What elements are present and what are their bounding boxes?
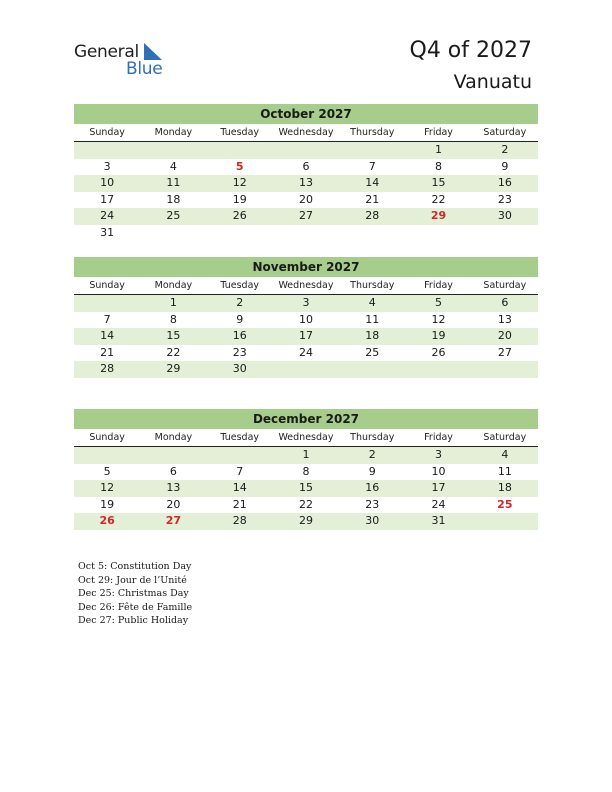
day-cell: 19 <box>232 192 247 206</box>
day-cell: 18 <box>365 329 380 342</box>
day-cell: 8 <box>169 312 177 326</box>
day-cell: 27 <box>298 209 313 222</box>
day-cell <box>74 295 140 312</box>
day-cell: 1 <box>435 143 443 156</box>
day-cell: 22 <box>166 345 181 359</box>
day-cell: 26 <box>431 345 446 359</box>
day-cell: 6 <box>501 296 509 309</box>
day-cell: 30 <box>365 514 380 527</box>
weekday-label: Wednesday <box>278 432 334 443</box>
day-cell: 30 <box>232 362 247 375</box>
day-cell: 18 <box>497 481 512 494</box>
day-cell: 21 <box>232 497 247 511</box>
day-cell: 27 <box>497 345 512 359</box>
day-cell: 16 <box>365 481 380 494</box>
week-row <box>74 142 538 159</box>
holiday-date: 29 <box>430 209 447 222</box>
day-cell: 4 <box>368 296 376 309</box>
day-cell: 18 <box>166 192 181 206</box>
holiday-note: Dec 25: Christmas Day <box>78 588 189 600</box>
logo-blue-text: Blue <box>126 59 163 79</box>
day-cell: 5 <box>103 464 111 478</box>
day-cell: 10 <box>100 176 115 189</box>
day-cell: 17 <box>431 481 446 494</box>
day-cell: 25 <box>166 209 181 222</box>
weekday-label: Friday <box>424 127 453 138</box>
weekday-header-row <box>74 429 538 447</box>
day-cell: 8 <box>302 464 310 478</box>
week-row <box>74 192 538 209</box>
holiday-date: 5 <box>235 159 244 173</box>
holiday-date: 27 <box>165 514 182 527</box>
day-cell <box>339 225 405 242</box>
day-cell: 20 <box>166 497 181 511</box>
weekday-label: Tuesday <box>220 280 260 291</box>
day-cell <box>207 447 273 464</box>
day-cell <box>207 142 273 159</box>
day-cell: 16 <box>497 176 512 189</box>
day-cell <box>74 447 140 464</box>
day-cell: 7 <box>103 312 111 326</box>
day-cell <box>339 361 405 378</box>
day-cell: 4 <box>169 159 177 173</box>
week-row <box>74 328 538 345</box>
month-calendar <box>74 409 538 530</box>
week-row <box>74 208 538 225</box>
weekday-label: Thursday <box>350 432 395 443</box>
weekday-label: Monday <box>154 280 193 291</box>
day-cell: 17 <box>100 192 115 206</box>
day-cell: 20 <box>497 329 512 342</box>
weekday-label: Monday <box>154 127 193 138</box>
day-cell: 9 <box>368 464 376 478</box>
holiday-notes <box>78 560 192 628</box>
day-cell: 1 <box>302 448 310 461</box>
day-cell: 11 <box>497 464 512 478</box>
day-cell: 2 <box>236 296 244 309</box>
day-cell: 2 <box>501 143 509 156</box>
day-cell: 28 <box>100 362 115 375</box>
day-cell: 13 <box>497 312 512 326</box>
weekday-label: Wednesday <box>278 127 334 138</box>
day-cell: 10 <box>298 312 313 326</box>
day-cell: 19 <box>431 329 446 342</box>
day-cell: 23 <box>497 192 512 206</box>
week-row <box>74 225 538 242</box>
week-row <box>74 175 538 192</box>
day-cell: 28 <box>232 514 247 527</box>
weekday-header-row <box>74 124 538 142</box>
day-cell: 12 <box>100 481 115 494</box>
holiday-note: Oct 29: Jour de l’Unité <box>78 574 187 586</box>
day-cell: 9 <box>236 312 244 326</box>
day-cell: 6 <box>169 464 177 478</box>
weekday-label: Tuesday <box>220 432 260 443</box>
week-row <box>74 497 538 514</box>
week-row <box>74 361 538 378</box>
weekday-label: Monday <box>154 432 193 443</box>
week-row <box>74 513 538 530</box>
logo-triangle-icon <box>142 43 162 60</box>
day-cell: 25 <box>365 345 380 359</box>
week-row <box>74 159 538 176</box>
page-title: Q4 of 2027 <box>409 38 532 63</box>
month-calendar <box>74 104 538 241</box>
generalblue-logo <box>74 42 174 78</box>
day-cell <box>472 225 538 242</box>
day-cell: 24 <box>100 209 115 222</box>
day-cell: 31 <box>431 514 446 527</box>
day-cell: 19 <box>100 497 115 511</box>
weekday-header-row <box>74 277 538 295</box>
holiday-note: Dec 27: Public Holiday <box>78 615 189 627</box>
country-name: Vanuatu <box>453 71 532 93</box>
weekday-label: Saturday <box>483 280 527 291</box>
day-cell <box>140 225 206 242</box>
holiday-note: Oct 5: Constitution Day <box>78 561 192 572</box>
day-cell: 17 <box>298 329 313 342</box>
day-cell: 7 <box>236 464 244 478</box>
day-cell: 13 <box>298 176 313 189</box>
day-cell: 15 <box>166 329 181 342</box>
weekday-label: Friday <box>424 280 453 291</box>
day-cell: 30 <box>497 209 512 222</box>
day-cell: 15 <box>431 176 446 189</box>
day-cell: 24 <box>431 497 446 511</box>
weekday-label: Sunday <box>89 280 125 291</box>
weekday-label: Tuesday <box>220 127 260 138</box>
day-cell: 12 <box>431 312 446 326</box>
month-title: October 2027 <box>74 104 538 124</box>
day-cell: 28 <box>365 209 380 222</box>
weekday-label: Thursday <box>350 280 395 291</box>
day-cell <box>140 142 206 159</box>
week-row <box>74 464 538 481</box>
day-cell: 23 <box>365 497 380 511</box>
weekday-label: Thursday <box>350 127 395 138</box>
day-cell <box>273 361 339 378</box>
week-row <box>74 345 538 362</box>
day-cell: 12 <box>232 176 247 189</box>
day-cell: 26 <box>232 209 247 222</box>
week-row <box>74 312 538 329</box>
day-cell: 13 <box>166 481 181 494</box>
day-cell: 14 <box>232 481 247 494</box>
month-title: November 2027 <box>74 257 538 277</box>
month-calendar <box>74 257 538 378</box>
day-cell <box>273 225 339 242</box>
weekday-label: Saturday <box>483 127 527 138</box>
week-row <box>74 295 538 312</box>
day-cell: 14 <box>100 329 115 342</box>
week-row <box>74 447 538 464</box>
day-cell: 9 <box>501 159 509 173</box>
day-cell: 10 <box>431 464 446 478</box>
day-cell: 3 <box>302 296 310 309</box>
weekday-label: Sunday <box>89 127 125 138</box>
month-title: December 2027 <box>74 409 538 429</box>
week-row <box>74 480 538 497</box>
day-cell <box>472 361 538 378</box>
day-cell: 7 <box>368 159 376 173</box>
weekday-label: Wednesday <box>278 280 334 291</box>
day-cell: 29 <box>166 362 181 375</box>
logo-general-text: General <box>74 42 139 62</box>
day-cell: 14 <box>365 176 380 189</box>
day-cell: 22 <box>431 192 446 206</box>
day-cell: 2 <box>368 448 376 461</box>
day-cell <box>74 142 140 159</box>
day-cell: 29 <box>298 514 313 527</box>
day-cell: 4 <box>501 448 509 461</box>
holiday-note: Dec 26: Fête de Famille <box>78 601 193 613</box>
day-cell: 21 <box>365 192 380 206</box>
weekday-label: Friday <box>424 432 453 443</box>
day-cell: 15 <box>298 481 313 494</box>
day-cell: 31 <box>100 225 115 239</box>
day-cell: 11 <box>365 312 380 326</box>
day-cell: 1 <box>169 296 177 309</box>
day-cell <box>273 142 339 159</box>
day-cell: 3 <box>103 159 111 173</box>
weekday-label: Sunday <box>89 432 125 443</box>
day-cell <box>339 142 405 159</box>
day-cell: 20 <box>298 192 313 206</box>
day-cell <box>405 361 471 378</box>
day-cell: 11 <box>166 176 181 189</box>
holiday-date: 26 <box>99 514 115 527</box>
day-cell <box>472 513 538 530</box>
day-cell: 8 <box>435 159 443 173</box>
day-cell: 22 <box>298 497 313 511</box>
day-cell <box>405 225 471 242</box>
day-cell <box>207 225 273 242</box>
day-cell: 6 <box>302 159 310 173</box>
day-cell: 21 <box>100 345 115 359</box>
day-cell: 5 <box>435 296 443 309</box>
day-cell <box>140 447 206 464</box>
day-cell: 3 <box>435 448 443 461</box>
day-cell: 16 <box>232 329 247 342</box>
day-cell: 24 <box>298 345 313 359</box>
weekday-label: Saturday <box>483 432 527 443</box>
holiday-date: 25 <box>497 497 513 511</box>
day-cell: 23 <box>232 345 247 359</box>
